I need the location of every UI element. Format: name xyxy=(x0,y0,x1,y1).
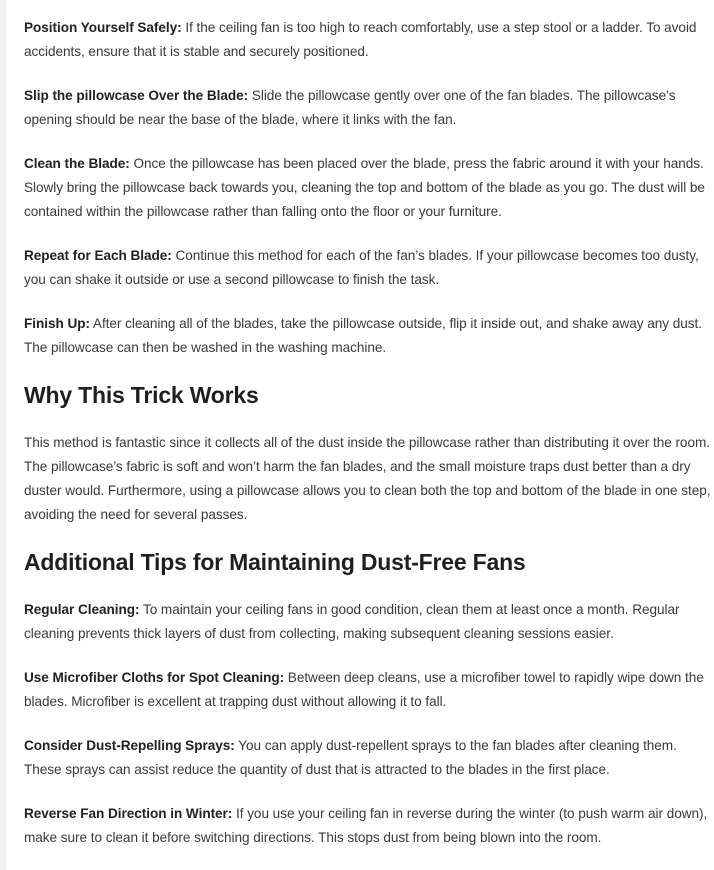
step-slip-pillowcase xyxy=(24,84,714,132)
step-text: Slide the pillowcase gently over one of the fan blades. The pillowcase’s opening should be near the base of the blade, where it links with the fan. xyxy=(24,88,676,127)
tip-label: Consider Dust-Repelling Sprays: xyxy=(24,738,235,753)
tip-text: Between deep cleans, use a microfiber towel to rapidly wipe down the blades. Microfiber is excellent at trapping dust without allowing it to fall. xyxy=(24,670,704,709)
step-label: Slip the pillowcase Over the Blade: xyxy=(24,88,249,103)
step-label: Position Yourself Safely: xyxy=(24,20,182,35)
tips-heading: Additional Tips for Maintaining Dust-Free Fans xyxy=(24,549,526,575)
tip-label: Reverse Fan Direction in Winter: xyxy=(24,806,233,821)
tip-text: You can apply dust-repellent sprays to the fan blades after cleaning them. These sprays can assist reduce the quantity of dust that is attracted to the blades in the first place. xyxy=(24,738,677,777)
step-text: Once the pillowcase has been placed over the blade, press the fabric around it with your hands. Slowly bring the pillowcase back towards you, cleaning the top and bottom of the blade as you go. The dust will be contained within the pillowcase rather than falling onto the floor or your furniture. xyxy=(24,156,705,219)
tip-dust-repelling-sprays xyxy=(24,734,714,782)
tip-reverse-fan-direction xyxy=(24,802,714,850)
tip-text: If you use your ceiling fan in reverse during the winter (to push warm air down), make sure to clean it before switching directions. This stops dust from being blown into the room. xyxy=(24,806,708,845)
step-position-safely xyxy=(24,16,714,64)
step-label: Finish Up: xyxy=(24,316,90,331)
tip-label: Regular Cleaning: xyxy=(24,602,140,617)
step-label: Repeat for Each Blade: xyxy=(24,248,172,263)
step-finish-up xyxy=(24,312,714,360)
step-clean-blade xyxy=(24,152,714,224)
step-text: If the ceiling fan is too high to reach comfortably, use a step stool or a ladder. To avoid accidents, ensure that it is stable and securely positioned. xyxy=(24,20,697,59)
tip-label: Use Microfiber Cloths for Spot Cleaning: xyxy=(24,670,285,685)
tip-microfiber-cloths xyxy=(24,666,714,714)
tip-text: To maintain your ceiling fans in good condition, clean them at least once a month. Regular cleaning prevents thick layers of dust from collecting, making subsequent cleaning sessions easier. xyxy=(24,602,680,641)
why-heading: Why This Trick Works xyxy=(24,382,259,408)
step-repeat-each-blade xyxy=(24,244,714,292)
article-content xyxy=(6,0,714,870)
step-label: Clean the Blade: xyxy=(24,156,130,171)
step-text: Continue this method for each of the fan’s blades. If your pillowcase becomes too dusty, you can shake it outside or use a second pillowcase to finish the task. xyxy=(24,248,699,287)
step-text: After cleaning all of the blades, take the pillowcase outside, flip it inside out, and shake away any dust. The pillowcase can then be washed in the washing machine. xyxy=(24,316,702,355)
why-body: This method is fantastic since it collects all of the dust inside the pillowcase rather than distributing it over the room. The pillowcase’s fabric is soft and won’t harm the fan blades, and the small moisture traps dust better than a dry duster would. Furthermore, using a pillowcase allows you to clean both the top and bottom of the blade in one step, avoiding the need for several passes. xyxy=(24,435,711,522)
tip-regular-cleaning xyxy=(24,598,714,646)
